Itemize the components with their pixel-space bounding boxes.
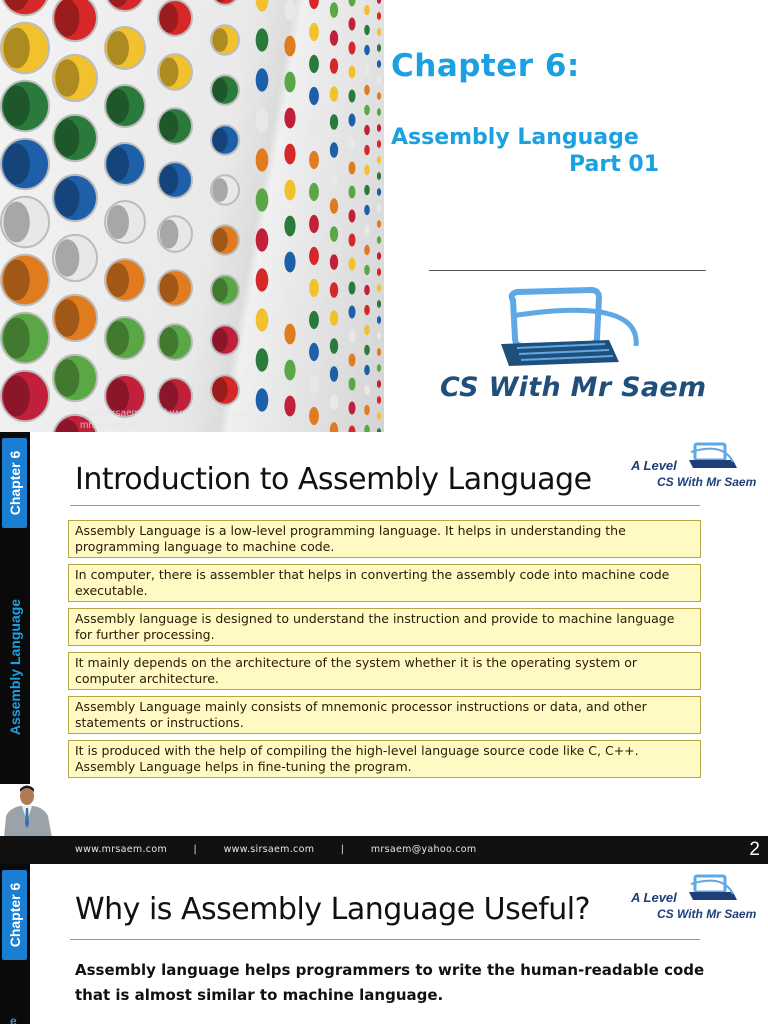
presenter-photo (0, 784, 55, 838)
bullet-item: Assembly Language mainly consists of mnemonic processor instructions or data, and other statements or instructions. (68, 696, 701, 734)
laptop-icon (683, 440, 743, 476)
slide-title: Introduction to Assembly Language (75, 462, 592, 497)
laptop-icon (683, 872, 743, 908)
title-underline (70, 505, 700, 506)
chapter-badge (2, 438, 27, 528)
bullet-item: Assembly language is designed to understand the instruction and provide to machine language for further processing. (68, 608, 701, 646)
colorful-dots-photo (0, 0, 384, 432)
logo-brand-text: CS With Mr Saem (657, 907, 757, 921)
chapter-heading: Chapter 6: (391, 48, 580, 84)
chapter-part: Part 01 (569, 152, 660, 177)
bullet-item: In computer, there is assembler that helps in converting the assembly code into machine code executable. (68, 564, 701, 602)
bullet-item: It is produced with the help of compiling the high-level language source code like C, C++. Assembly Language helps in fine-tuning the program. (68, 740, 701, 778)
slide-sidebar (0, 864, 30, 1024)
intro-slide (0, 432, 768, 864)
photo-footer-line1: www.mrsaem.com | www.sirsaem.com (80, 408, 251, 419)
chapter-badge (2, 870, 27, 960)
title-slide (0, 0, 768, 432)
a-level-logo (628, 872, 768, 927)
chapter-badge-label: Chapter 6 (6, 882, 23, 948)
page-number: 2 (749, 839, 760, 860)
logo-level-text: A Level (631, 458, 677, 473)
footer-links: www.mrsaem.com | www.sirsaem.com | mrsaem@yahoo.com (75, 844, 477, 855)
body-paragraph: Assembly language helps programmers to write the human-readable code that is almost similar to machine language. (75, 961, 705, 1004)
sidebar-topic-label: Assembly Language (7, 598, 23, 736)
title-underline (70, 939, 700, 940)
bullet-list (68, 520, 701, 784)
a-level-logo (628, 440, 768, 495)
footer-bar (0, 836, 768, 864)
logo-brand-text: CS With Mr Saem (657, 475, 757, 489)
dots-pattern (0, 0, 384, 432)
useful-slide (0, 864, 768, 1024)
chapter-badge-label: Chapter 6 (6, 450, 23, 516)
slide-sidebar (0, 432, 30, 836)
photo-footer-line2: mrsaem@yahoo.com (80, 420, 176, 431)
chapter-subtitle: Assembly Language (391, 125, 639, 150)
brand-name: CS With Mr Saem (440, 372, 707, 403)
photo-footer-watermark (80, 408, 250, 432)
bullet-item: It mainly depends on the architecture of the system whether it is the operating system or computer architecture. (68, 652, 701, 690)
sidebar-topic-peek: e (10, 1014, 17, 1024)
slide-title: Why is Assembly Language Useful? (75, 892, 591, 927)
bullet-item: Assembly Language is a low-level programming language. It helps in understanding the programming language to machine code. (68, 520, 701, 558)
title-divider (429, 270, 706, 271)
logo-level-text: A Level (631, 890, 677, 905)
